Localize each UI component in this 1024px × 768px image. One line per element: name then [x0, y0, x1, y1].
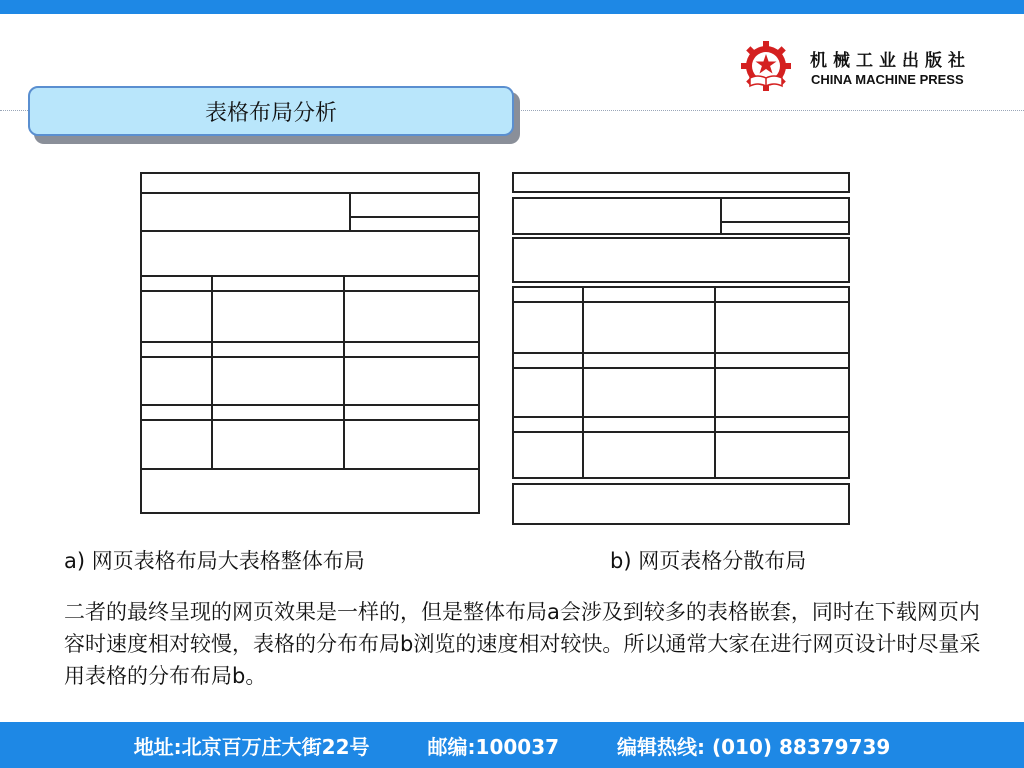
col-divider — [349, 192, 351, 230]
col-divider — [714, 286, 716, 479]
footer-hotline: 编辑热线: (010) 88379739 — [617, 734, 891, 759]
col-divider — [720, 197, 722, 235]
row-divider — [349, 216, 480, 218]
publisher-name-cn: 机械工业出版社 — [810, 51, 971, 71]
footer-postcode: 邮编:100037 — [427, 734, 560, 759]
layout-diagram-a — [140, 172, 480, 514]
footer-bar — [0, 722, 1024, 768]
top-accent-bar — [0, 0, 1024, 14]
body-paragraph: 二者的最终呈现的网页效果是一样的，但是整体布局a会涉及到较多的表格嵌套，同时在下载网页内容时速度相对较慢，表格的分布布局b浏览的速度相对较快。所以通常大家在进行网页设计时尽量采用表格的分布布局b。 — [64, 600, 981, 688]
caption-a: a) 网页表格布局大表格整体布局 — [64, 549, 365, 573]
slide-title-box — [28, 86, 514, 136]
layout-diagram-b — [510, 172, 852, 526]
table-header — [512, 172, 850, 193]
row-divider — [512, 416, 850, 418]
row-divider — [140, 341, 480, 343]
row-divider — [140, 468, 480, 470]
caption-b: b) 网页表格分散布局 — [610, 549, 807, 573]
row-divider — [512, 352, 850, 354]
footer-address: 地址:北京百万庄大街22号 — [133, 734, 370, 759]
row-divider — [140, 230, 480, 232]
row-divider — [512, 301, 850, 303]
row-divider — [140, 192, 480, 194]
publisher-logo — [740, 40, 1010, 96]
row-divider — [140, 404, 480, 406]
outer-table-frame — [140, 172, 480, 514]
col-divider — [343, 275, 345, 468]
table-nav — [512, 237, 850, 283]
row-divider — [140, 356, 480, 358]
gear-star-book-icon — [740, 40, 792, 92]
row-divider — [140, 419, 480, 421]
publisher-name-en: CHINA MACHINE PRESS — [811, 72, 964, 87]
table-content — [512, 286, 850, 479]
row-divider — [512, 367, 850, 369]
slide-title: 表格布局分析 — [204, 100, 337, 126]
row-divider — [512, 431, 850, 433]
row-divider — [140, 290, 480, 292]
table-banner — [512, 197, 850, 235]
table-footer — [512, 483, 850, 525]
row-divider — [720, 221, 850, 223]
col-divider — [582, 286, 584, 479]
row-divider — [140, 275, 480, 277]
col-divider — [211, 275, 213, 468]
